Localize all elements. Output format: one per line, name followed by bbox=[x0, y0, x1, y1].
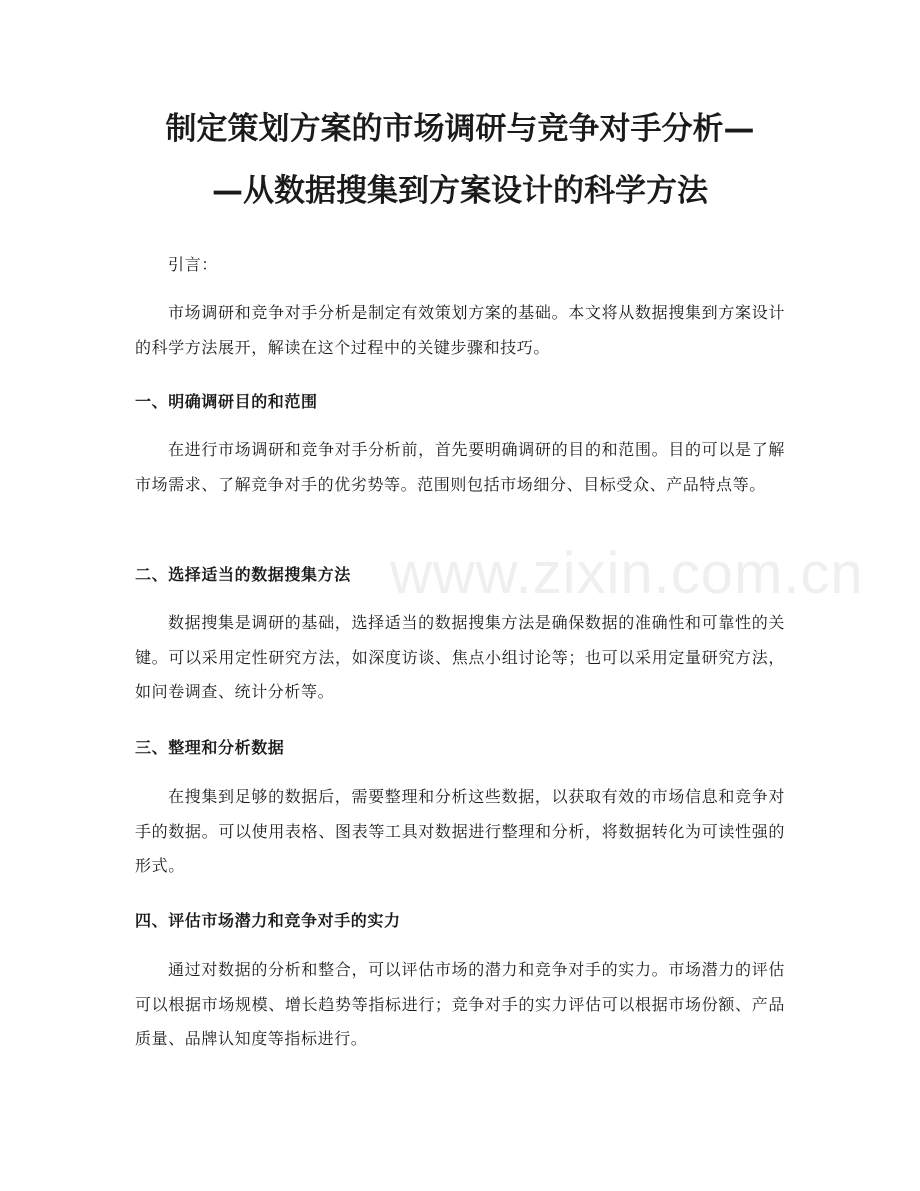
section-body-2: 数据搜集是调研的基础，选择适当的数据搜集方法是确保数据的准确性和可靠性的关键。可以采用定性研究方法，如深度访谈、焦点小组讨论等；也可以采用定量研究方法，如问卷调查、统计分析等。 bbox=[135, 613, 785, 701]
section-heading-2: 二、选择适当的数据搜集方法 bbox=[135, 565, 351, 584]
title-line-2: —从数据搜集到方案设计的科学方法 bbox=[212, 173, 708, 209]
section-heading-4: 四、评估市场潜力和竞争对手的实力 bbox=[135, 911, 401, 930]
section-body-4: 通过对数据的分析和整合，可以评估市场的潜力和竞争对手的实力。市场潜力的评估可以根据市场规模、增长趋势等指标进行；竞争对手的实力评估可以根据市场份额、产品质量、品牌认知度等指标进行。 bbox=[135, 960, 785, 1048]
intro-label: 引言： bbox=[168, 255, 218, 274]
section-heading-1: 一、明确调研目的和范围 bbox=[135, 392, 318, 411]
section-heading-3: 三、整理和分析数据 bbox=[135, 738, 285, 757]
section-body-3: 在搜集到足够的数据后，需要整理和分析这些数据，以获取有效的市场信息和竞争对手的数据。可以使用表格、图表等工具对数据进行整理和分析，将数据转化为可读性强的形式。 bbox=[135, 787, 785, 875]
section-body-1: 在进行市场调研和竞争对手分析前，首先要明确调研的目的和范围。目的可以是了解市场需求、了解竞争对手的优劣势等。范围则包括市场细分、目标受众、产品特点等。 bbox=[135, 440, 785, 494]
document-title bbox=[135, 98, 785, 222]
watermark: www.zixin.com.cn bbox=[390, 541, 864, 606]
title-line-1: 制定策划方案的市场调研与竞争对手分析— bbox=[165, 111, 755, 147]
intro-paragraph: 市场调研和竞争对手分析是制定有效策划方案的基础。本文将从数据搜集到方案设计的科学方法展开，解读在这个过程中的关键步骤和技巧。 bbox=[135, 303, 785, 357]
